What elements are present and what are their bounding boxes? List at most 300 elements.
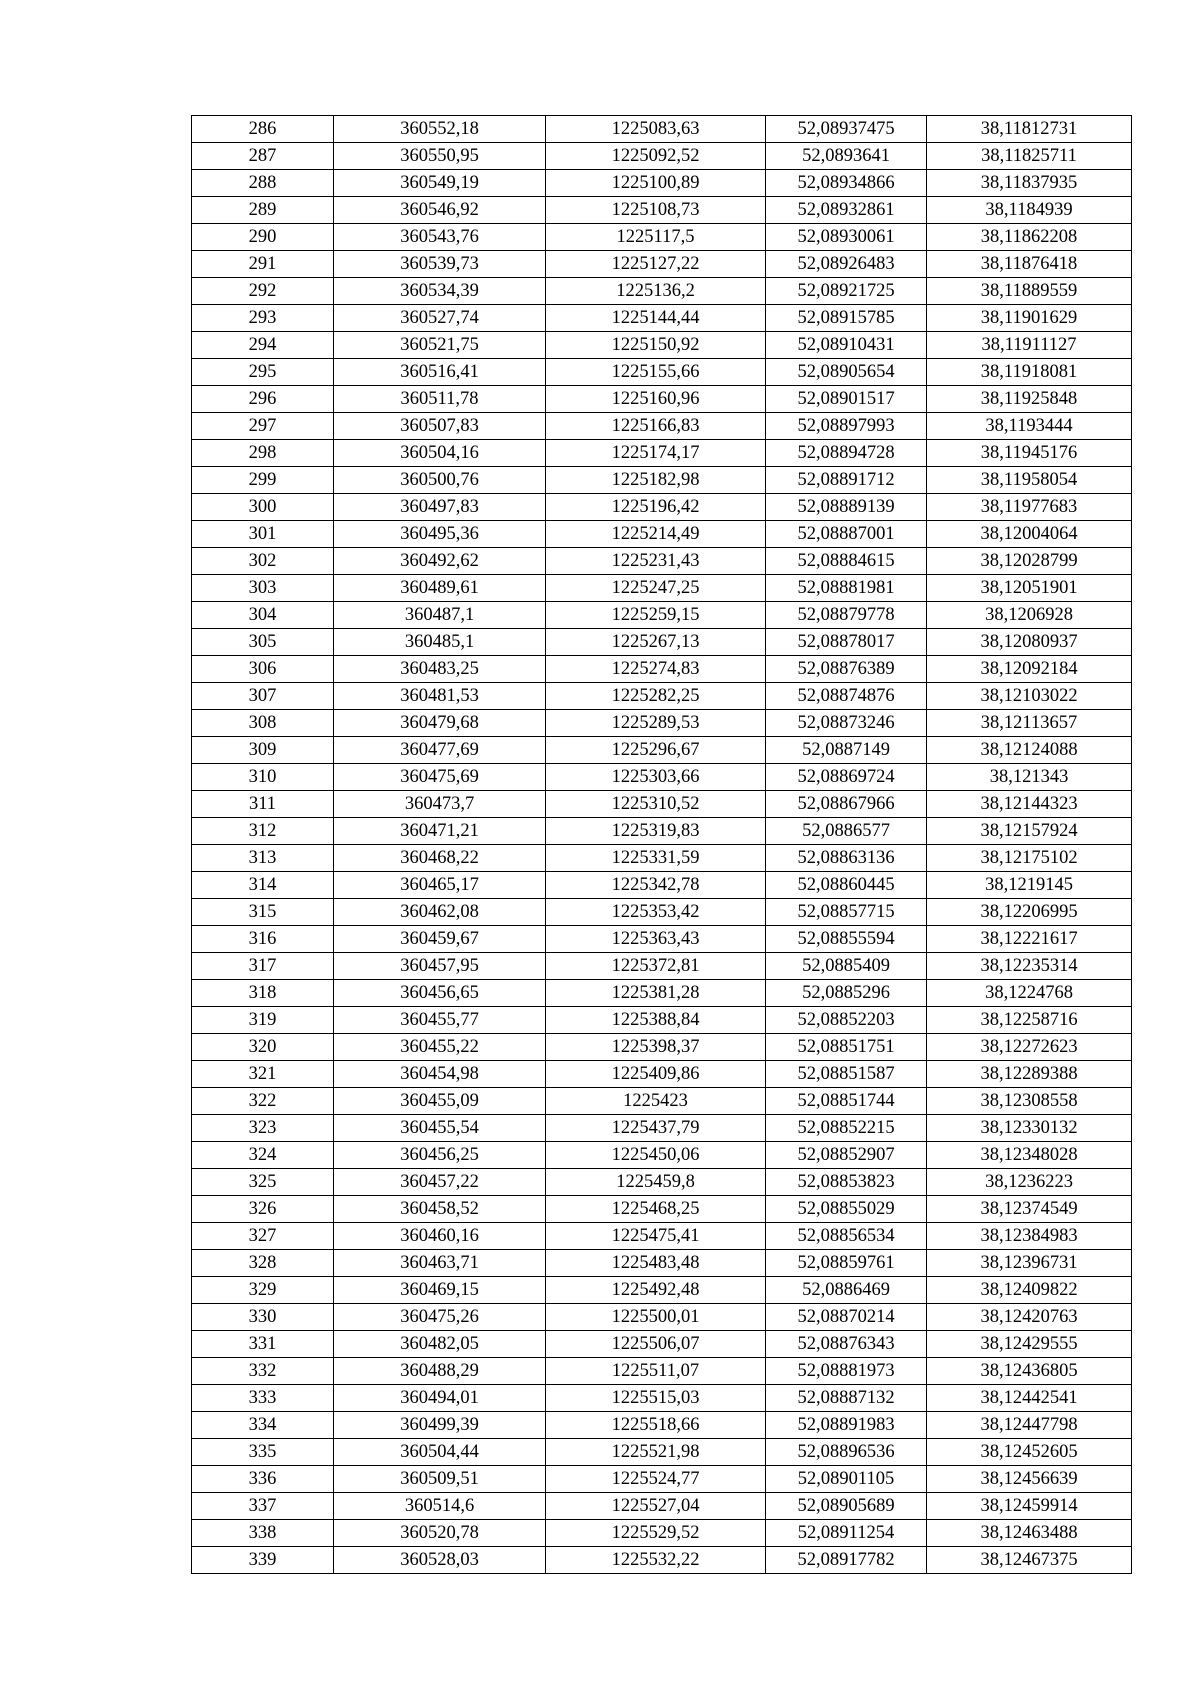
latitude-cell: 52,08897993 [766,413,927,440]
point-number-cell: 305 [192,629,334,656]
longitude-cell: 38,11876418 [927,251,1132,278]
longitude-cell: 38,12384983 [927,1223,1132,1250]
y-coordinate-cell: 1225388,84 [546,1007,766,1034]
point-number-cell: 314 [192,872,334,899]
x-coordinate-cell: 360534,39 [334,278,546,305]
x-coordinate-cell: 360479,68 [334,710,546,737]
longitude-cell: 38,12447798 [927,1412,1132,1439]
latitude-cell: 52,08891712 [766,467,927,494]
point-number-cell: 319 [192,1007,334,1034]
x-coordinate-cell: 360492,62 [334,548,546,575]
longitude-cell: 38,12004064 [927,521,1132,548]
latitude-cell: 52,08901517 [766,386,927,413]
y-coordinate-cell: 1225529,52 [546,1520,766,1547]
table-row [192,791,1132,818]
latitude-cell: 52,08852215 [766,1115,927,1142]
longitude-cell: 38,11958054 [927,467,1132,494]
latitude-cell: 52,08869724 [766,764,927,791]
point-number-cell: 325 [192,1169,334,1196]
latitude-cell: 52,08915785 [766,305,927,332]
x-coordinate-cell: 360455,54 [334,1115,546,1142]
point-number-cell: 302 [192,548,334,575]
table-row [192,359,1132,386]
latitude-cell: 52,08937475 [766,116,927,143]
point-number-cell: 296 [192,386,334,413]
longitude-cell: 38,12409822 [927,1277,1132,1304]
table-row [192,224,1132,251]
latitude-cell: 52,08863136 [766,845,927,872]
table-row [192,1466,1132,1493]
latitude-cell: 52,0885296 [766,980,927,1007]
point-number-cell: 317 [192,953,334,980]
longitude-cell: 38,12124088 [927,737,1132,764]
latitude-cell: 52,0887149 [766,737,927,764]
x-coordinate-cell: 360454,98 [334,1061,546,1088]
longitude-cell: 38,12289388 [927,1061,1132,1088]
table-row [192,1034,1132,1061]
longitude-cell: 38,12175102 [927,845,1132,872]
point-number-cell: 318 [192,980,334,1007]
x-coordinate-cell: 360552,18 [334,116,546,143]
latitude-cell: 52,08887001 [766,521,927,548]
x-coordinate-cell: 360459,67 [334,926,546,953]
point-number-cell: 304 [192,602,334,629]
point-number-cell: 293 [192,305,334,332]
y-coordinate-cell: 1225423 [546,1088,766,1115]
point-number-cell: 309 [192,737,334,764]
y-coordinate-cell: 1225518,66 [546,1412,766,1439]
y-coordinate-cell: 1225363,43 [546,926,766,953]
latitude-cell: 52,08921725 [766,278,927,305]
longitude-cell: 38,12348028 [927,1142,1132,1169]
point-number-cell: 339 [192,1547,334,1574]
y-coordinate-cell: 1225127,22 [546,251,766,278]
longitude-cell: 38,11812731 [927,116,1132,143]
point-number-cell: 327 [192,1223,334,1250]
x-coordinate-cell: 360509,51 [334,1466,546,1493]
x-coordinate-cell: 360457,22 [334,1169,546,1196]
table-row [192,1196,1132,1223]
y-coordinate-cell: 1225342,78 [546,872,766,899]
longitude-cell: 38,1224768 [927,980,1132,1007]
latitude-cell: 52,08859761 [766,1250,927,1277]
point-number-cell: 338 [192,1520,334,1547]
y-coordinate-cell: 1225475,41 [546,1223,766,1250]
y-coordinate-cell: 1225372,81 [546,953,766,980]
y-coordinate-cell: 1225492,48 [546,1277,766,1304]
longitude-cell: 38,11945176 [927,440,1132,467]
x-coordinate-cell: 360550,95 [334,143,546,170]
latitude-cell: 52,08855594 [766,926,927,953]
y-coordinate-cell: 1225296,67 [546,737,766,764]
latitude-cell: 52,08878017 [766,629,927,656]
latitude-cell: 52,08894728 [766,440,927,467]
table-row [192,386,1132,413]
y-coordinate-cell: 1225182,98 [546,467,766,494]
table-row [192,548,1132,575]
x-coordinate-cell: 360465,17 [334,872,546,899]
y-coordinate-cell: 1225468,25 [546,1196,766,1223]
x-coordinate-cell: 360504,44 [334,1439,546,1466]
longitude-cell: 38,12308558 [927,1088,1132,1115]
table-row [192,1547,1132,1574]
y-coordinate-cell: 1225092,52 [546,143,766,170]
x-coordinate-cell: 360469,15 [334,1277,546,1304]
table-row [192,1250,1132,1277]
latitude-cell: 52,08930061 [766,224,927,251]
x-coordinate-cell: 360487,1 [334,602,546,629]
latitude-cell: 52,08910431 [766,332,927,359]
table-row [192,278,1132,305]
x-coordinate-cell: 360485,1 [334,629,546,656]
y-coordinate-cell: 1225117,5 [546,224,766,251]
y-coordinate-cell: 1225259,15 [546,602,766,629]
latitude-cell: 52,08851751 [766,1034,927,1061]
latitude-cell: 52,08881973 [766,1358,927,1385]
latitude-cell: 52,08896536 [766,1439,927,1466]
table-row [192,1115,1132,1142]
x-coordinate-cell: 360507,83 [334,413,546,440]
y-coordinate-cell: 1225282,25 [546,683,766,710]
y-coordinate-cell: 1225174,17 [546,440,766,467]
table-row [192,332,1132,359]
table-row [192,953,1132,980]
longitude-cell: 38,12396731 [927,1250,1132,1277]
point-number-cell: 332 [192,1358,334,1385]
y-coordinate-cell: 1225303,66 [546,764,766,791]
longitude-cell: 38,12103022 [927,683,1132,710]
table-row [192,440,1132,467]
longitude-cell: 38,12330132 [927,1115,1132,1142]
table-row [192,251,1132,278]
y-coordinate-cell: 1225319,83 [546,818,766,845]
point-number-cell: 298 [192,440,334,467]
point-number-cell: 330 [192,1304,334,1331]
y-coordinate-cell: 1225267,13 [546,629,766,656]
y-coordinate-cell: 1225160,96 [546,386,766,413]
x-coordinate-cell: 360543,76 [334,224,546,251]
longitude-cell: 38,11901629 [927,305,1132,332]
x-coordinate-cell: 360473,7 [334,791,546,818]
x-coordinate-cell: 360520,78 [334,1520,546,1547]
point-number-cell: 331 [192,1331,334,1358]
latitude-cell: 52,08852203 [766,1007,927,1034]
longitude-cell: 38,12420763 [927,1304,1132,1331]
table-row [192,899,1132,926]
y-coordinate-cell: 1225150,92 [546,332,766,359]
y-coordinate-cell: 1225166,83 [546,413,766,440]
latitude-cell: 52,08905654 [766,359,927,386]
table-row [192,764,1132,791]
y-coordinate-cell: 1225136,2 [546,278,766,305]
latitude-cell: 52,08887132 [766,1385,927,1412]
table-row [192,413,1132,440]
point-number-cell: 316 [192,926,334,953]
table-row [192,818,1132,845]
latitude-cell: 52,08870214 [766,1304,927,1331]
y-coordinate-cell: 1225100,89 [546,170,766,197]
table-row [192,1412,1132,1439]
x-coordinate-cell: 360528,03 [334,1547,546,1574]
table-row [192,1277,1132,1304]
y-coordinate-cell: 1225231,43 [546,548,766,575]
y-coordinate-cell: 1225083,63 [546,116,766,143]
table-row [192,521,1132,548]
table-row [192,980,1132,1007]
latitude-cell: 52,08851744 [766,1088,927,1115]
x-coordinate-cell: 360495,36 [334,521,546,548]
table-row [192,629,1132,656]
x-coordinate-cell: 360494,01 [334,1385,546,1412]
x-coordinate-cell: 360455,09 [334,1088,546,1115]
longitude-cell: 38,1206928 [927,602,1132,629]
x-coordinate-cell: 360489,61 [334,575,546,602]
table-row [192,1142,1132,1169]
point-number-cell: 336 [192,1466,334,1493]
longitude-cell: 38,11862208 [927,224,1132,251]
longitude-cell: 38,1236223 [927,1169,1132,1196]
x-coordinate-cell: 360460,16 [334,1223,546,1250]
latitude-cell: 52,08853823 [766,1169,927,1196]
latitude-cell: 52,08905689 [766,1493,927,1520]
latitude-cell: 52,08855029 [766,1196,927,1223]
point-number-cell: 289 [192,197,334,224]
table-row [192,575,1132,602]
table-row [192,737,1132,764]
point-number-cell: 292 [192,278,334,305]
latitude-cell: 52,0886577 [766,818,927,845]
point-number-cell: 324 [192,1142,334,1169]
x-coordinate-cell: 360455,77 [334,1007,546,1034]
x-coordinate-cell: 360483,25 [334,656,546,683]
point-number-cell: 290 [192,224,334,251]
x-coordinate-cell: 360514,6 [334,1493,546,1520]
latitude-cell: 52,08851587 [766,1061,927,1088]
longitude-cell: 38,12157924 [927,818,1132,845]
x-coordinate-cell: 360481,53 [334,683,546,710]
longitude-cell: 38,1219145 [927,872,1132,899]
longitude-cell: 38,12436805 [927,1358,1132,1385]
x-coordinate-cell: 360475,69 [334,764,546,791]
latitude-cell: 52,0886469 [766,1277,927,1304]
point-number-cell: 312 [192,818,334,845]
table-row [192,1331,1132,1358]
point-number-cell: 320 [192,1034,334,1061]
point-number-cell: 303 [192,575,334,602]
x-coordinate-cell: 360475,26 [334,1304,546,1331]
y-coordinate-cell: 1225398,37 [546,1034,766,1061]
table-row [192,1520,1132,1547]
latitude-cell: 52,08876389 [766,656,927,683]
table-row [192,170,1132,197]
latitude-cell: 52,08901105 [766,1466,927,1493]
x-coordinate-cell: 360462,08 [334,899,546,926]
longitude-cell: 38,12144323 [927,791,1132,818]
table-row [192,683,1132,710]
table-row [192,602,1132,629]
point-number-cell: 313 [192,845,334,872]
x-coordinate-cell: 360546,92 [334,197,546,224]
y-coordinate-cell: 1225450,06 [546,1142,766,1169]
latitude-cell: 52,0885409 [766,953,927,980]
longitude-cell: 38,1184939 [927,197,1132,224]
table-row [192,143,1132,170]
longitude-cell: 38,12272623 [927,1034,1132,1061]
longitude-cell: 38,1193444 [927,413,1132,440]
latitude-cell: 52,08881981 [766,575,927,602]
x-coordinate-cell: 360455,22 [334,1034,546,1061]
point-number-cell: 301 [192,521,334,548]
table-row [192,197,1132,224]
latitude-cell: 52,08934866 [766,170,927,197]
longitude-cell: 38,12258716 [927,1007,1132,1034]
longitude-cell: 38,11977683 [927,494,1132,521]
point-number-cell: 334 [192,1412,334,1439]
point-number-cell: 291 [192,251,334,278]
longitude-cell: 38,12092184 [927,656,1132,683]
table-row [192,1169,1132,1196]
longitude-cell: 38,12235314 [927,953,1132,980]
point-number-cell: 337 [192,1493,334,1520]
table-row [192,1493,1132,1520]
y-coordinate-cell: 1225521,98 [546,1439,766,1466]
latitude-cell: 52,08867966 [766,791,927,818]
point-number-cell: 288 [192,170,334,197]
y-coordinate-cell: 1225155,66 [546,359,766,386]
x-coordinate-cell: 360527,74 [334,305,546,332]
table-row [192,656,1132,683]
table-row [192,1439,1132,1466]
y-coordinate-cell: 1225247,25 [546,575,766,602]
longitude-cell: 38,12442541 [927,1385,1132,1412]
longitude-cell: 38,11925848 [927,386,1132,413]
point-number-cell: 294 [192,332,334,359]
point-number-cell: 311 [192,791,334,818]
latitude-cell: 52,08874876 [766,683,927,710]
coordinates-table [191,115,1132,1574]
y-coordinate-cell: 1225483,48 [546,1250,766,1277]
table-row [192,467,1132,494]
latitude-cell: 52,08932861 [766,197,927,224]
point-number-cell: 321 [192,1061,334,1088]
latitude-cell: 52,08879778 [766,602,927,629]
longitude-cell: 38,12459914 [927,1493,1132,1520]
longitude-cell: 38,12080937 [927,629,1132,656]
y-coordinate-cell: 1225214,49 [546,521,766,548]
x-coordinate-cell: 360521,75 [334,332,546,359]
y-coordinate-cell: 1225108,73 [546,197,766,224]
latitude-cell: 52,08857715 [766,899,927,926]
x-coordinate-cell: 360468,22 [334,845,546,872]
x-coordinate-cell: 360499,39 [334,1412,546,1439]
table-row [192,1088,1132,1115]
x-coordinate-cell: 360539,73 [334,251,546,278]
latitude-cell: 52,08884615 [766,548,927,575]
longitude-cell: 38,12463488 [927,1520,1132,1547]
point-number-cell: 323 [192,1115,334,1142]
point-number-cell: 297 [192,413,334,440]
longitude-cell: 38,12374549 [927,1196,1132,1223]
latitude-cell: 52,08911254 [766,1520,927,1547]
x-coordinate-cell: 360497,83 [334,494,546,521]
longitude-cell: 38,11825711 [927,143,1132,170]
y-coordinate-cell: 1225527,04 [546,1493,766,1520]
y-coordinate-cell: 1225511,07 [546,1358,766,1385]
table-row [192,494,1132,521]
coordinates-table-body [192,116,1132,1574]
y-coordinate-cell: 1225515,03 [546,1385,766,1412]
y-coordinate-cell: 1225331,59 [546,845,766,872]
x-coordinate-cell: 360500,76 [334,467,546,494]
longitude-cell: 38,12028799 [927,548,1132,575]
table-row [192,1007,1132,1034]
latitude-cell: 52,08856534 [766,1223,927,1250]
y-coordinate-cell: 1225532,22 [546,1547,766,1574]
y-coordinate-cell: 1225506,07 [546,1331,766,1358]
longitude-cell: 38,12467375 [927,1547,1132,1574]
point-number-cell: 329 [192,1277,334,1304]
x-coordinate-cell: 360456,65 [334,980,546,1007]
latitude-cell: 52,08891983 [766,1412,927,1439]
table-row [192,872,1132,899]
point-number-cell: 310 [192,764,334,791]
x-coordinate-cell: 360504,16 [334,440,546,467]
point-number-cell: 308 [192,710,334,737]
latitude-cell: 52,08852907 [766,1142,927,1169]
y-coordinate-cell: 1225274,83 [546,656,766,683]
x-coordinate-cell: 360471,21 [334,818,546,845]
point-number-cell: 295 [192,359,334,386]
x-coordinate-cell: 360549,19 [334,170,546,197]
longitude-cell: 38,12206995 [927,899,1132,926]
longitude-cell: 38,12051901 [927,575,1132,602]
longitude-cell: 38,12456639 [927,1466,1132,1493]
longitude-cell: 38,11837935 [927,170,1132,197]
y-coordinate-cell: 1225437,79 [546,1115,766,1142]
latitude-cell: 52,08876343 [766,1331,927,1358]
point-number-cell: 299 [192,467,334,494]
y-coordinate-cell: 1225353,42 [546,899,766,926]
point-number-cell: 326 [192,1196,334,1223]
longitude-cell: 38,12113657 [927,710,1132,737]
table-row [192,1385,1132,1412]
point-number-cell: 306 [192,656,334,683]
x-coordinate-cell: 360516,41 [334,359,546,386]
x-coordinate-cell: 360488,29 [334,1358,546,1385]
point-number-cell: 287 [192,143,334,170]
x-coordinate-cell: 360482,05 [334,1331,546,1358]
table-row [192,1223,1132,1250]
y-coordinate-cell: 1225310,52 [546,791,766,818]
longitude-cell: 38,12221617 [927,926,1132,953]
y-coordinate-cell: 1225500,01 [546,1304,766,1331]
latitude-cell: 52,08860445 [766,872,927,899]
longitude-cell: 38,121343 [927,764,1132,791]
x-coordinate-cell: 360458,52 [334,1196,546,1223]
x-coordinate-cell: 360463,71 [334,1250,546,1277]
y-coordinate-cell: 1225289,53 [546,710,766,737]
y-coordinate-cell: 1225196,42 [546,494,766,521]
point-number-cell: 307 [192,683,334,710]
latitude-cell: 52,08873246 [766,710,927,737]
point-number-cell: 333 [192,1385,334,1412]
longitude-cell: 38,11911127 [927,332,1132,359]
point-number-cell: 315 [192,899,334,926]
longitude-cell: 38,12429555 [927,1331,1132,1358]
latitude-cell: 52,08917782 [766,1547,927,1574]
table-row [192,1304,1132,1331]
y-coordinate-cell: 1225459,8 [546,1169,766,1196]
